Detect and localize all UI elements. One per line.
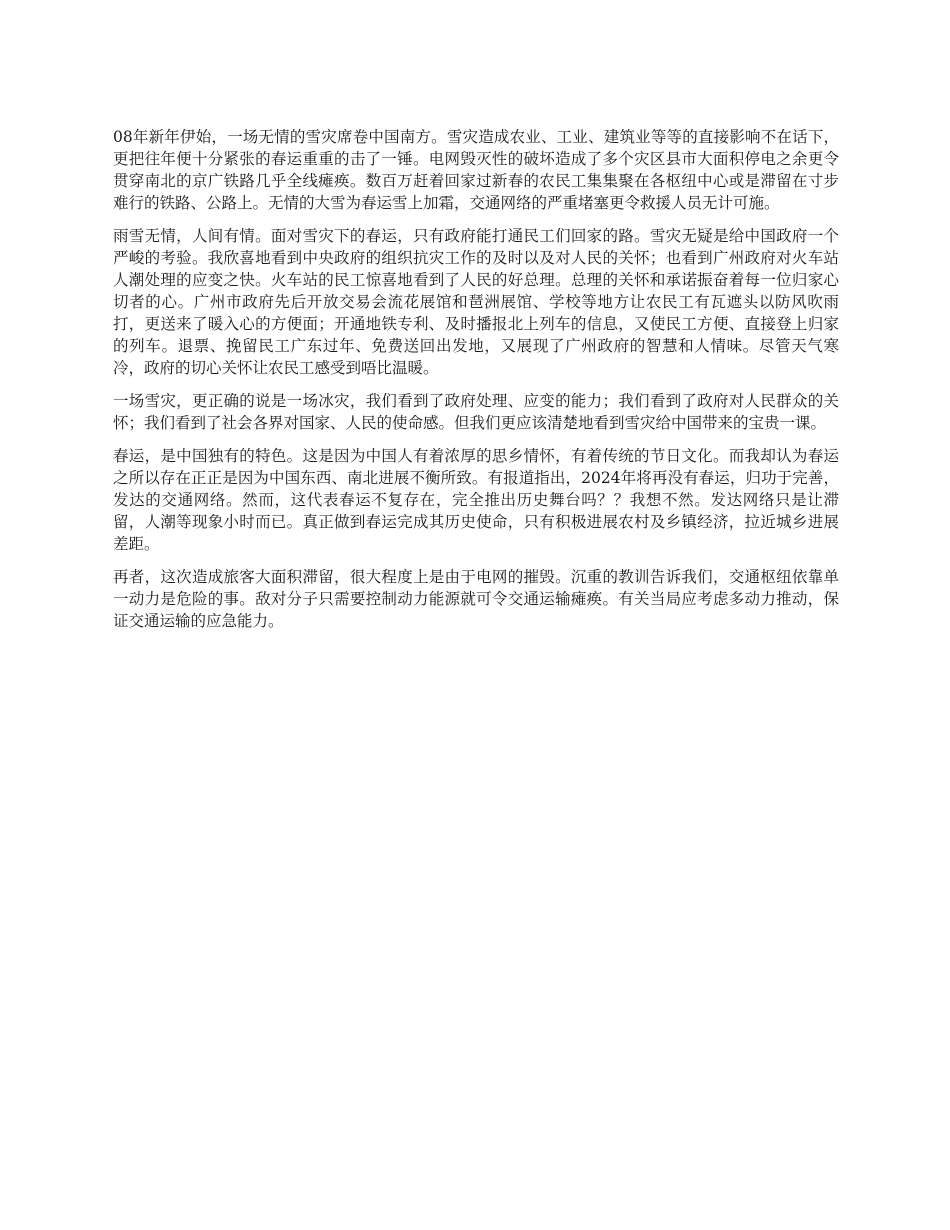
document-body [113, 126, 839, 643]
paragraph-1: 08年新年伊始，一场无情的雪灾席卷中国南方。雪灾造成农业、工业、建筑业等等的直接影响不在话下，更把往年便十分紧张的春运重重的击了一锤。电网毁灭性的破坏造成了多个灾区县市大面积停电之余更令贯穿南北的京广铁路几乎全线瘫痪。数百万赶着回家过新春的农民工集集聚在各枢纽中心或是滞留在寸步难行的铁路、公路上。无情的大雪为春运雪上加霜，交通网络的严重堵塞更令救援人员无计可施。 [113, 128, 839, 212]
paragraph-3: 一场雪灾，更正确的说是一场冰灾，我们看到了政府处理、应变的能力；我们看到了政府对人民群众的关怀；我们看到了社会各界对国家、人民的使命感。但我们更应该清楚地看到雪灾给中国带来的宝贵一课。 [113, 392, 839, 432]
paragraph-5: 再者，这次造成旅客大面积滞留，很大程度上是由于电网的摧毁。沉重的教训告诉我们，交通枢纽依靠单一动力是危险的事。敌对分子只需要控制动力能源就可令交通运输瘫痪。有关当局应考虑多动力推动，保证交通运输的应急能力。 [113, 568, 839, 630]
paragraph-4: 春运，是中国独有的特色。这是因为中国人有着浓厚的思乡情怀，有着传统的节日文化。而我却认为春运之所以存在正正是因为中国东西、南北进展不衡所致。有报道指出，2024年将再没有春运，归功于完善，发达的交通网络。然而，这代表春运不复存在，完全推出历史舞台吗？？我想不然。发达网络只是让滞留，人潮等现象小时而已。真正做到春运完成其历史使命，只有积极进展农村及乡镇经济，拉近城乡进展差距。 [113, 447, 839, 553]
paragraph-2: 雨雪无情，人间有情。面对雪灾下的春运，只有政府能打通民工们回家的路。雪灾无疑是给中国政府一个严峻的考验。我欣喜地看到中央政府的组织抗灾工作的及时以及对人民的关怀；也看到广州政府对火车站人潮处理的应变之快。火车站的民工惊喜地看到了人民的好总理。总理的关怀和承诺振奋着每一位归家心切者的心。广州市政府先后开放交易会流花展馆和琶洲展馆、学校等地方让农民工有瓦遮头以防风吹雨打，更送来了暖入心的方便面；开通地铁专利、及时播报北上列车的信息，又使民工方便、直接登上归家的列车。退票、挽留民工广东过年、免费送回出发地，又展现了广州政府的智慧和人情味。尽管天气寒冷，政府的切心关怀让农民工感受到唔比温暖。 [113, 227, 839, 377]
